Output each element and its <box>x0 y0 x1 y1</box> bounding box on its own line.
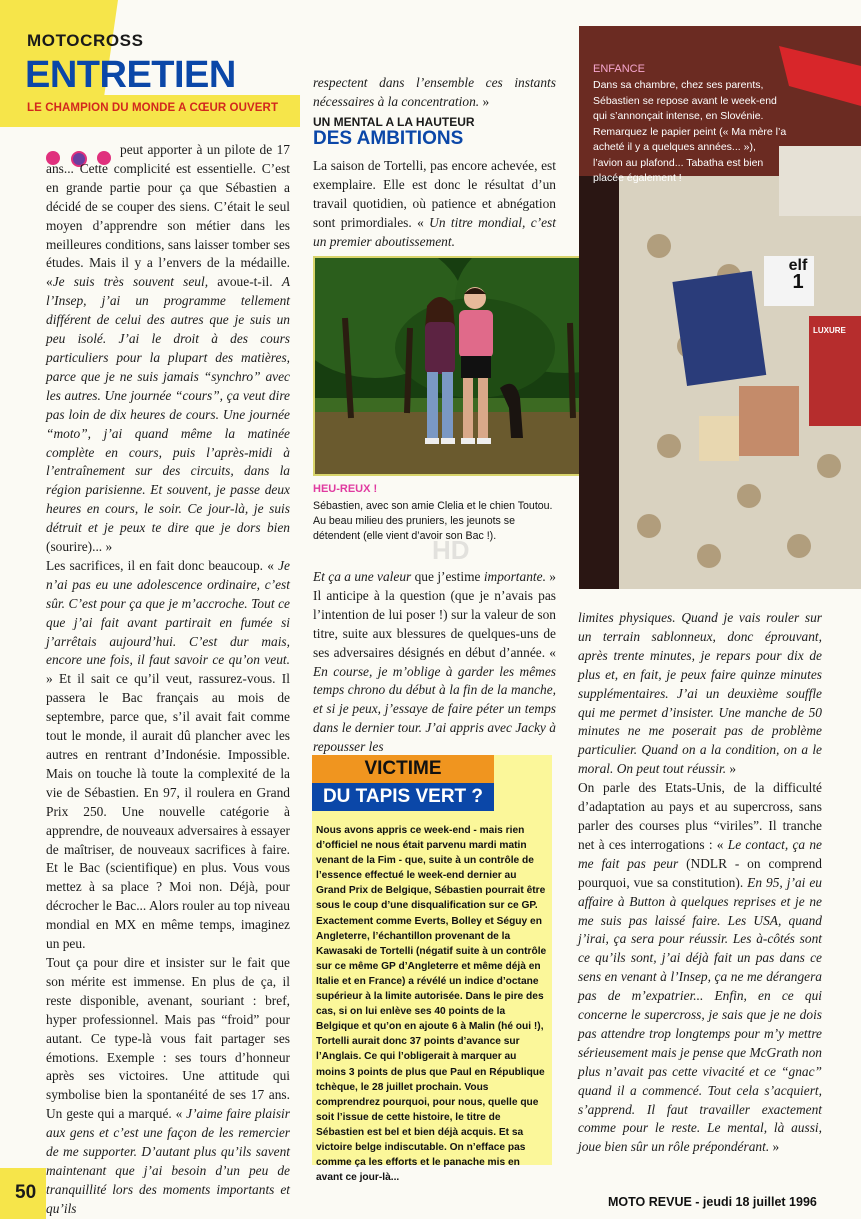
col2-quote1: Un titre mondial, c’est un premier aboutissement. <box>313 214 556 249</box>
elf-sign-text: elf <box>788 257 808 274</box>
col1-para3: Tout ça pour dire et insister sur le fait que son mérite est immense. En plus de ça, il reste disponible, avenant, souriant : bref, hyper professionnel. Mais pas “froid” pour autant. Ce type-là vous fait partager ses émotions. Exemple : ses tours d’honneur après ses victoires. Une attitude qui symbolise bien la spontanéité de ses 17 ans. Un geste qui a marqué. « <box>46 954 290 1122</box>
col2-text: que j’estime <box>411 569 481 584</box>
col1-quote2: A l’Insep, j’ai un programme tellement différent de celui des autres que je suis un peu isolé. J’ai le droit à des cours particuliers pour la plupart des matières, parce que je ne suis jamais “synchro” avec les autres. Une journée “cours”, ça veut dire pas loin de dix heures de cours. Une journée “moto”, j’ai quand même la matinée complète en cours, puis l’après-midi à l’entraînement sur des circuits, dans la région parisienne. Et souvent, je passe deux heures en cours, le soir. Ce jour-là, je suis détruit et je peux te dire que je dors bien <box>46 274 290 536</box>
col2-para1: La saison de Tortelli, pas encore achevée, est exemplaire. Elle est donc le résultat d’un travail quotidien, où patience et abnégation sont primordiales. « <box>313 158 556 230</box>
col1-text: » Et il sait ce qu’il veut, rassurez-vous. Il passera le Bac français au mois de septembre, parce que, s’il avait fait comme tout le monde, il aurait dû plancher avec les autres en rentrant d’Indonésie. Impossible. Mais on touche là toute la complexité de la vie de Sébastien. En 97, il roulera en Grand Prix 250. Une nouvelle catégorie à apprendre, de nouveaux adversaires à essayer de maîtriser, de nouveaux sacrifices à faire. Et le Bac (scientifique) en plus. Vous vous mettez à sa place ? Moi non. Déjà, pour décrocher le Bac... Alors rouler au top niveau mondial en MX en même temps, imaginez un peu. <box>46 671 290 952</box>
elf-sign <box>773 257 823 293</box>
watermark-logo: HD <box>432 535 470 565</box>
col3-quote2: Le contact, ça ne me fait pas peur <box>578 836 822 871</box>
article-deck: LE CHAMPION DU MONDE A CŒUR OUVERT <box>27 102 279 114</box>
article-title: ENTRETIEN <box>25 54 236 96</box>
column-2-para1 <box>313 157 556 252</box>
column-1 <box>46 141 290 1219</box>
subhead-big: DES AMBITIONS <box>313 128 464 149</box>
col3-ndlr: (NDLR - on comprend pourquoi, vue sa constitution). <box>578 855 822 890</box>
footer-magazine: MOTO REVUE - jeudi 18 juillet 1996 <box>608 1195 817 1209</box>
col3-para2: On parle des Etats-Unis, de la difficulté d’adaptation au pays et au supercross, sans parler des courses plus “viriles”. Il tranche net à ces interrogations : « <box>578 780 822 852</box>
col1-para2: Les sacrifices, il en fait donc beaucoup. « <box>46 557 274 573</box>
column-3 <box>578 609 822 1157</box>
subhead-small: UN MENTAL A LA HAUTEUR <box>313 115 475 129</box>
column-2-para2 <box>313 568 556 757</box>
col2-quote2b: importante. <box>480 569 546 584</box>
sidebar-title-line1: VICTIME <box>312 755 494 783</box>
col1-text: avoue-t-il. <box>208 274 282 290</box>
col1-quote4: J’aime faire plaisir aux gens et c’est une façon de les remercier de me supporter. D’autant plus qu’ils savent maintenant que j’ai besoin d’un peu de tranquillité lors des moments importants et qu’ils <box>46 1106 290 1216</box>
page-number: 50 <box>15 1182 37 1203</box>
sidebar-title-line2: DU TAPIS VERT ? <box>312 783 494 811</box>
caption-head-middle: HEU-REUX ! <box>313 483 378 495</box>
section-kicker: MOTOCROSS <box>27 31 144 50</box>
col2-quote2: Et ça a une valeur <box>313 569 412 584</box>
sidebar-body: Nous avons appris ce week-end - mais rien d’officiel ne nous était parvenu mardi matin venant de la Fim - que, suite à un contrôle de l’essence effectué le week-end dernier au Grand Prix de Belgique, Sébastien pourrait être sous le coup d’une disqualification sur ce GP. Exactement comme Everts, Bolley et Séguy en Angleterre, l’échantillon provenant de la Kawasaki de Tortelli (négatif suite à un contrôle sur ce même GP d’Angleterre et même déjà en Italie et en France) a révélé un indice d’octane supérieur à la limite autorisée. Dans le pire des cas, si on lui enlève ses 40 points de la Belgique et qu’on en ajoute 6 à Malin (hé oui !), Tortelli aurait donc 37 points d’avance sur l’Anglais. Ce qui l’obligerait à marquer au moins 3 points de plus que Paul en République tchèque, le 28 juillet prochain. Vous comprendrez pourquoi, pour nous, quelle que soit l’issue de cette histoire, le titre de Sébastien est bel et bien déjà acquis. Et sa victoire belge indiscutable. On n’efface pas comme ça les efforts et le panache mis en avant ce jour-là... <box>316 825 547 1184</box>
caption-body-right: Dans sa chambre, chez ses parents, Sébastien se repose avant le week-end qui s’annonçait intense, en Slovénie. Remarquez le papier peint (« Ma mère l’a acheté il y a quelques années... »), l’avion au plafond... Tabatha est bien placée également ! <box>593 79 787 184</box>
col3-quote1: limites physiques. Quand je vais rouler sur un terrain sablonneux, donc éprouvant, après trente minutes, je repars pour dix de plus et, en fait, je peux faire quinze minutes supplémentaires. J’ai un deuxième souffle qui me permet d’insister. Une manche de 50 minutes ne me poserait pas de problème particulier. Quand on a la condition, on a le moral. On peut tout réussir. <box>578 610 822 777</box>
col1-para1: peut apporter à un pilote de 17 ans... Cette complicité est essentielle. C’est en grande partie pour ça que Sébastien a décidé de se couper des siens. C’était le seul moyen d’apprendre son métier dans les meilleures conditions, sans laisser tomber ses études. Mais il y a l’envers de la médaille. « <box>46 142 290 290</box>
caption-head-right: ENFANCE <box>593 63 645 75</box>
col2-quote3: En course, je m’oblige à garder les mêmes temps chrono du début à la fin de la manche, et si je peux, j’essaye de faire péter un temps dans le dernier tour. J’ai appris avec Jacky à repousser les <box>313 663 556 755</box>
col3-quote3: En 95, j’ai eu affaire à Button à quelques reprises et je ne me suis pas laissé faire. Les USA, quand j’irai, ça sera pour réussir. Les à-côtés sont ce qu’ils sont, j’ai déjà fait un pas dans ce sens en venant à l’Insep, ça ne me dérangera pas de m’expatrier... Enfin, en ce qui concerne le supercross, je sais que je ne dois pas attendre trop longtemps pour m’y mettre sérieusement mais je pense que McGrath non plus n’avait pas cette vivacité et ce “gnac” quand il a commencé. Tout cela s’acquiert, s’apprend. Il faut travailler exactement comme pour le reste. Le mental, là aussi, joue bien sûr un rôle prépondérant. <box>578 874 822 1155</box>
col3-text: » <box>726 761 737 777</box>
column-2-top <box>313 74 556 112</box>
col2-para2: » Il anticipe à la question (que je n’avais pas l’intention de lui poser !) sur la valeur de son titre, suite aux blessures de quelques-uns de ses adversaires désignés en début d’année. « <box>313 569 556 660</box>
luxure-sign: LUXURE <box>813 326 846 335</box>
col1-quote1: Je suis très souvent seul, <box>52 274 209 290</box>
col1-text: (sourire)... » <box>46 539 113 555</box>
col2-text: » <box>479 93 490 109</box>
col3-text: » <box>769 1139 780 1155</box>
caption-body-middle: Sébastien, avec son amie Clelia et le chien Toutou. Au beau milieu des pruniers, les jeunots se détendent (elle vient d’avoir son Bac !). <box>313 500 553 542</box>
col2-quote-end: respectent dans l’ensemble ces instants nécessaires à la concentration. <box>313 75 556 109</box>
col1-quote3: Je n’ai pas eu une adolescence ordinaire, c’est sûr. C’est pour ça que je m’accroche. Tout ce que j’ai fait avant partirait en fumée si j’arrêtais aujourd’hui. C’est dur mais, encore une fois, il faut savoir ce qu’on veut. <box>46 557 290 668</box>
elf-sign-number: 1 <box>792 271 804 293</box>
